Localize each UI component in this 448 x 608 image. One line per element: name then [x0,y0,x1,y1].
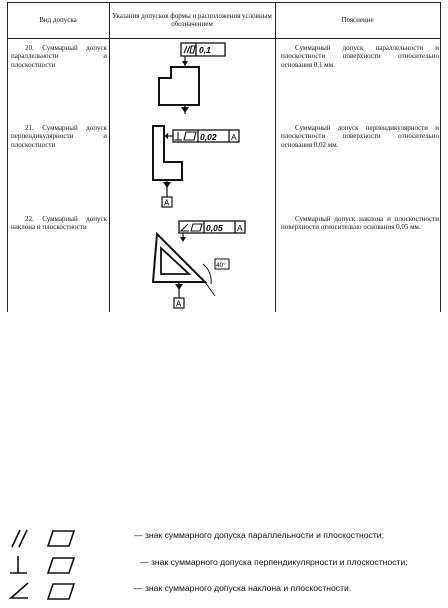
angularity-flatness-icon [8,580,78,602]
row-22-angle-label: 40° [216,262,226,269]
row-20-explanation: Суммарный допуск параллельности и плоскостности поверхности относительно основания 0,1 мм. [281,44,439,69]
row-22-explanation: Суммарный допуск наклона и плоскостности поверхности относительно основания 0,05 мм. [281,215,439,232]
table-header-divider [7,38,441,39]
table-col-divider-2 [275,2,276,312]
row-20-type: 20. Суммарный допуск параллельности и плоскостности [11,44,107,69]
perpendicular-flatness-icon [8,554,78,576]
row-21-frame-value: 0,02 [200,132,217,142]
header-symbol-indication: Указания допусков формы и расположения условным обозначением [112,12,272,28]
table-right-border [440,2,441,312]
parallel-flatness-icon [184,46,195,53]
row-21-type: 21. Суммарный допуск перпендикулярности и плоскостности [11,124,107,149]
row-22-frame-value: 0,05 [206,223,223,233]
row-21-drawing [109,120,275,212]
legend-angularity-text: — знак суммарного допуска наклона и плоскостности. [134,583,352,593]
legend-perpendicular-text: — знак суммарного допуска перпендикулярности и плоскостности; [140,557,408,567]
row-20-frame-value: 0,1 [199,45,211,55]
row-22-frame-datum: A [237,223,243,233]
row-22-datum-label: A [176,299,182,309]
row-22-drawing [109,216,275,312]
row-21-frame-datum: A [231,132,237,142]
legend-parallel-text: — знак суммарного допуска параллельности и плоскостности; [134,530,384,540]
row-21-explanation: Суммарный допуск перпендикулярности и плоскостности поверхности относительно основания 0,02 мм. [281,124,439,149]
row-20-drawing [109,40,275,120]
perpendicular-flatness-icon [175,132,197,140]
tolerance-table [7,2,441,312]
row-21-datum-label: A [164,198,170,208]
angularity-flatness-icon [181,224,202,231]
header-explanation: Пояснение [341,16,374,24]
row-22-type: 22. Суммарный допуск наклона и плоскостности [11,215,107,232]
header-tolerance-type: Вид допуска [39,16,77,24]
parallel-flatness-icon [8,527,78,549]
table-left-border [7,2,8,312]
